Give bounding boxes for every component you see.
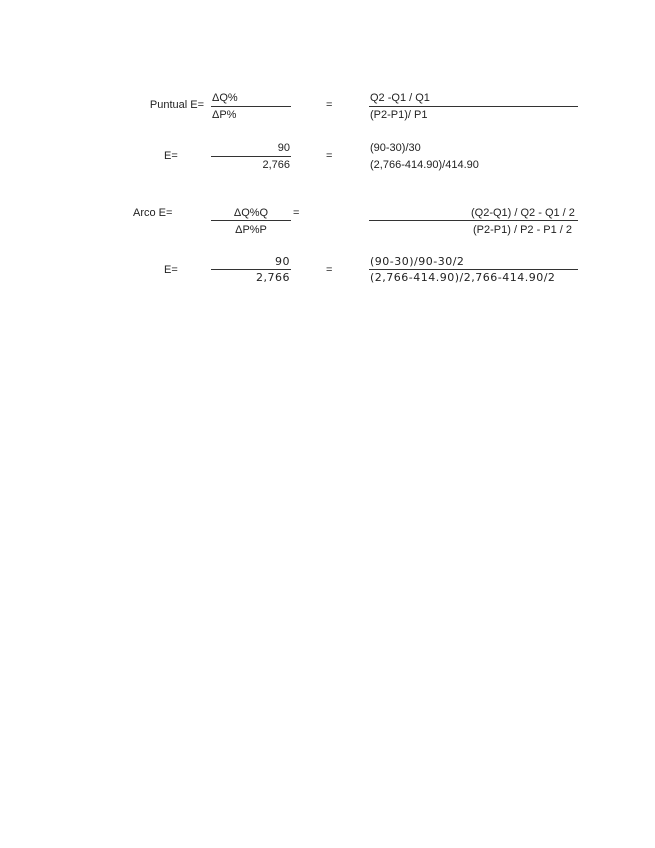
arco-values-denominator: 2,766 — [256, 271, 290, 284]
arco-formula-bar — [369, 220, 578, 221]
arco-formula-denominator: (P2-P1) / P2 - P1 / 2 — [473, 224, 573, 236]
arco-label: Arco E= — [133, 207, 173, 219]
arco-fraction-bar — [211, 220, 291, 221]
arco-formula-numerator: (Q2-Q1) / Q2 - Q1 / 2 — [471, 207, 575, 219]
arco-values-equals-sign: = — [326, 264, 333, 276]
puntual-values-fraction-bar — [211, 156, 291, 157]
puntual-label: Puntual E= — [149, 99, 204, 111]
arco-values-expression-numerator: (90-30)/90-30/2 — [370, 255, 465, 268]
arco-values-expression-denominator: (2,766-414.90)/2,766-414.90/2 — [370, 271, 556, 284]
puntual-values-numerator: 90 — [277, 142, 290, 154]
arco-values-numerator: 90 — [275, 255, 290, 268]
puntual-formula-numerator: Q2 -Q1 / Q1 — [370, 92, 430, 104]
puntual-values-expression-numerator: (90-30)/30 — [370, 142, 421, 154]
puntual-values-equals-sign: = — [326, 150, 333, 162]
puntual-formula-denominator: (P2-P1)/ P1 — [370, 109, 428, 121]
arco-formula-numerator-cell — [369, 207, 578, 220]
arco-values-fraction-bar — [211, 269, 291, 270]
arco-fraction-denominator: ΔP%P — [235, 224, 267, 236]
puntual-fraction-denominator: ΔP% — [212, 109, 237, 121]
puntual-values-expression-denominator: (2,766-414.90)/414.90 — [370, 159, 479, 171]
arco-values-expression-bar — [369, 269, 578, 270]
arco-fraction-numerator: ΔQ%Q — [233, 207, 269, 219]
puntual-fraction-numerator: ΔQ% — [212, 92, 238, 104]
puntual-fraction-bar — [211, 106, 291, 107]
arco-equals-sign: = — [293, 207, 300, 219]
arco-values-label: E= — [164, 264, 178, 276]
puntual-values-denominator: 2,766 — [262, 159, 290, 171]
arco-formula-denominator-cell — [369, 224, 578, 237]
puntual-values-label: E= — [164, 150, 178, 162]
puntual-equals-sign: = — [326, 99, 333, 111]
puntual-formula-bar — [369, 106, 578, 107]
